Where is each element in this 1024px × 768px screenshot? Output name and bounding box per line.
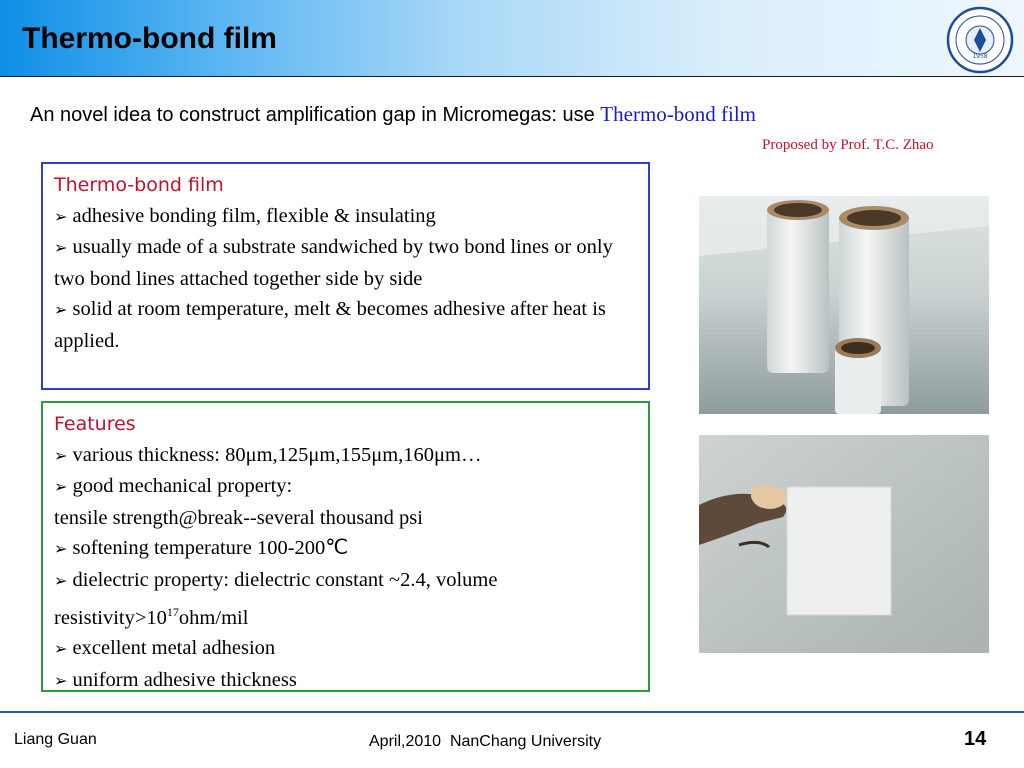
features-bullet-text: excellent metal adhesion xyxy=(72,636,276,659)
box1-bullet-text: usually made of a substrate sandwiched by two bond lines or only two bond lines attached together side by side xyxy=(54,236,613,290)
box1-bullet-text: solid at room temperature, melt & becomes adhesive after heat is applied. xyxy=(54,298,606,352)
features-bullet xyxy=(54,471,638,503)
footer-event: April,2010 NanChang University xyxy=(369,733,602,750)
features-bullet xyxy=(54,665,638,697)
slide-title: Thermo-bond film xyxy=(22,22,277,55)
features-box xyxy=(41,401,650,692)
subtitle-prefix: An novel idea to construct amplification gap in Micromegas: use xyxy=(30,104,601,126)
features-bullet xyxy=(54,533,638,565)
arrow-bullet-icon: ➢ xyxy=(54,238,68,258)
features-bullet-unit: ohm/mil xyxy=(178,606,249,629)
features-bullet xyxy=(54,565,638,633)
footer-author: Liang Guan xyxy=(14,731,97,748)
features-bullet xyxy=(54,440,638,472)
film-sheet-photo xyxy=(699,435,989,653)
arrow-bullet-icon: ➢ xyxy=(54,300,68,320)
features-bullet-text: various thickness: 80μm,125μm,155μm,160μm… xyxy=(72,443,482,466)
film-rolls-photo xyxy=(699,196,989,414)
features-bullet-text: good mechanical property: xyxy=(72,475,293,498)
features-bullet-text: softening temperature 100-200℃ xyxy=(72,537,349,560)
page-number: 14 xyxy=(964,728,987,750)
features-bullet-text: dielectric property: dielectric constant ~2.4, volume resistivity>10 xyxy=(54,568,498,629)
arrow-bullet-icon: ➢ xyxy=(54,670,68,690)
features-bullet xyxy=(54,633,638,665)
features-bullet-text: uniform adhesive thickness xyxy=(72,668,297,691)
logo-year: 1958 xyxy=(972,53,988,60)
arrow-bullet-icon: ➢ xyxy=(54,445,68,465)
exponent: 17 xyxy=(166,604,179,619)
subtitle-highlight: Thermo-bond film xyxy=(600,102,757,126)
title-bar xyxy=(0,0,1024,77)
university-seal-logo xyxy=(946,6,1014,74)
box1-bullet-text: adhesive bonding film, flexible & insulating xyxy=(72,204,436,227)
box1-heading: Thermo-bond film xyxy=(54,174,224,196)
subtitle xyxy=(30,102,756,127)
features-continuation: tensile strength@break--several thousand psi xyxy=(54,506,423,529)
arrow-bullet-icon: ➢ xyxy=(54,539,68,559)
proposed-by: Proposed by Prof. T.C. Zhao xyxy=(762,137,934,153)
box1-bullet xyxy=(54,294,638,356)
footer-divider xyxy=(0,711,1024,713)
arrow-bullet-icon: ➢ xyxy=(54,206,68,226)
box2-heading: Features xyxy=(54,413,136,435)
box1-bullet xyxy=(54,201,638,233)
arrow-bullet-icon: ➢ xyxy=(54,477,68,497)
thermo-bond-box xyxy=(41,162,650,390)
box1-bullet xyxy=(54,232,638,294)
arrow-bullet-icon: ➢ xyxy=(54,570,68,590)
arrow-bullet-icon: ➢ xyxy=(54,638,68,658)
